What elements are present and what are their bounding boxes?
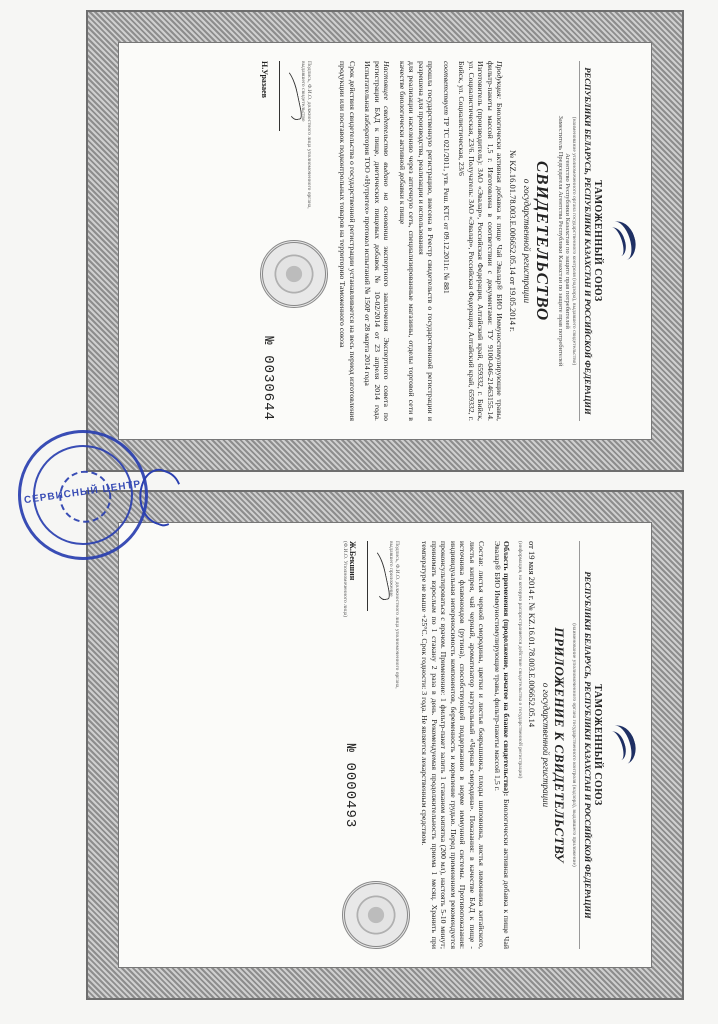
certificate-title: СВИДЕТЕЛЬСТВО [533, 160, 553, 322]
certificate-signer: Н.Уразаев [259, 61, 269, 98]
certificate-usage-note: для реализации населению через аптечную сеть, специализированные магазины, отделы торговой сети в качестве биологически активной добавки к пище [397, 61, 417, 421]
certificate-date: 19.05.2014 г. [508, 286, 519, 332]
certificate-content [121, 45, 649, 437]
appendix-subtitle: о государственной регистрации [541, 682, 552, 808]
appendix-year: 2014 [527, 576, 538, 594]
certificate-serial-label: № [259, 336, 276, 346]
appendix-authority-caption: (наименование уполномоченного органа государственного контроля (надзора), выдавшего приложение) [571, 623, 578, 867]
certificate-product-label: Продукция: [495, 61, 505, 100]
appendix-serial: 0000493 [341, 762, 358, 829]
appendix-signer: Ж.Бекшин [347, 541, 357, 581]
appendix-union-title: ТАМОЖЕННЫЙ СОЮЗ [592, 684, 603, 806]
appendix-signature-icon [367, 541, 388, 611]
appendix-scope-block [492, 541, 511, 949]
appendix-number-label: № [527, 602, 538, 611]
appendix-serial-line [342, 744, 358, 829]
certificate-inner-frame [118, 42, 652, 440]
appendix-number-caption: (информация, на которую распространяется действие свидетельства о государственной регистрации) [517, 541, 524, 779]
appendix-month: мая [527, 561, 538, 575]
appendix-union-members: РЕСПУБЛИКИ БЕЛАРУСЬ, РЕСПУБЛИКИ КАЗАХСТАН И РОССИЙСКОЙ ФЕДЕРАЦИИ [583, 571, 593, 919]
certificate-footer [260, 61, 328, 421]
certificate-number-label: № [508, 150, 519, 159]
certificate-signer-caption: Подпись, Ф.И.О. должностного лица уполномоченного органа, выдавшего свидетельство [299, 61, 312, 209]
customs-union-logo-icon [607, 217, 637, 265]
certificate-union-members: РЕСПУБЛИКИ БЕЛАРУСЬ, РЕСПУБЛИКИ КАЗАХСТАН И РОССИЙСКОЙ ФЕДЕРАЦИИ [583, 67, 593, 415]
appendix-day: 19 [527, 550, 538, 560]
certificate-number-line [508, 61, 518, 421]
appendix-inner-frame [118, 522, 652, 968]
appendix-serial-label: № [341, 743, 358, 754]
appendix-scope-label: Область применения (продолжение, начатое на бланке свидетельства): [502, 541, 512, 797]
appendix-footer [342, 541, 410, 949]
appendix-document [86, 490, 684, 1000]
appendix-year-suffix: г. [527, 595, 538, 601]
certificate-number: KZ.16.01.78.003.E.006652.05.14 [508, 160, 519, 275]
certificate-agency: Агентство Республики Казахстан по защите прав потребителей [564, 153, 572, 329]
appendix-logo-icon [607, 721, 637, 769]
appendix-content [121, 525, 649, 965]
appendix-seal-icon [342, 881, 410, 949]
certificate-document [86, 10, 684, 472]
certificate-compliance-label: соответствует [441, 61, 451, 115]
certificate-signature-icon [279, 61, 300, 131]
certificate-deputy: Заместитель Председателя Агентства Республики Казахстан по защите прав потребителей [556, 115, 564, 367]
certificate-seal-icon [260, 240, 328, 308]
appendix-product: Биологически активная добавка к пище Чай Эвалар® БИО Иммуностимулирующие травы, фильтр-пакеты массой 1,5 г. [492, 541, 512, 949]
appendix-signature-block [342, 541, 400, 691]
certificate-serial-line [260, 336, 276, 421]
certificate-basis-block [363, 61, 392, 421]
appendix-signer-caption: Подпись, Ф.И.О. должностного лица уполномоченного органа, выдавшего приложение [387, 541, 400, 689]
certificate-subtitle: о государственной регистрации [522, 178, 533, 304]
appendix-number-line [527, 541, 537, 949]
certificate-basis: экспертного заключения Экспертного совета по регистрации БАД к пище, диетических пищевых добавок № 10-02/2014 от 23 апреля 2014 года. Испытательная лаборатория ТОО «Нутритех» протокол испытаний № 150Р от 28 марта 2014 года [363, 61, 392, 421]
blue-stamp-text: СЕРВИСНЫЙ ЦЕНТР [23, 478, 142, 507]
certificate-union-title: ТАМОЖЕННЫЙ СОЮЗ [592, 180, 603, 302]
certificate-product-block [457, 61, 505, 421]
certificate-signature-block [260, 61, 312, 211]
certificate-product: Биологически активная добавка к пище Чай Эвалар® БИО Иммуностимулирующие травы, фильтр-пакеты массой 1,5 г. Изготовлена в соответствии с документами: ТУ 9100-046-21463155-14. Изготовитель (производитель): ЗАО «Эвалар», Российская Федерация, Алтайский край, 659332, г. Бийск, ул. Социалистическая, 23/6. Получатель: ЗАО «Эвалар», Российская Федерация, Алтайский край, 659332, г. Бийск, ул. Социалистическая, 23/6 [457, 61, 505, 421]
appendix-title: ПРИЛОЖЕНИЕ К СВИДЕТЕЛЬСТВУ [552, 627, 568, 863]
certificate-basis-label: Настоящее свидетельство выдано на основании [382, 61, 392, 241]
certificate-serial: 0030644 [259, 355, 276, 421]
certificate-validity: Срок действия свидетельства о государственной регистрации устанавливается на весь период изготовления продукции или поставок подконтрольных товаров на территорию Таможенного союза [338, 61, 357, 421]
appendix-composition: Состав: листья черной смородины, цветки и листья боярышника, плоды шиповника, листья лимонника китайского, листья кипрея, чай черный, ароматизатор натуральный «Черная смородина». Показания: в качестве БАД к пище - источника флавоноидов (рутина), способствующей поддержанию в норме иммунной системы. Противопоказания: индивидуальная непереносимость компонентов, беременность и кормление грудью. Перед применением рекомендуется проконсультироваться с врачом. Применение: 1 фильтр-пакет залить 1 стаканом кипятка (200 мл), настоять 5-10 минут; принимать взрослым по 1 стакану 2 раза в день. Рекомендуемая продолжительность приема 1 месяц. Хранить при температуре не выше +25°С. Срок годности: 3 года. Не является лекарственным средством. [420, 541, 487, 949]
appendix-number: KZ.16.01.78.003.E.006652.05.14 [527, 612, 538, 728]
certificate-authority-caption: (наименование уполномоченного органа государственного контроля (надзора), выдавшего свидетельство) [571, 116, 578, 366]
certificate-date-label: от [508, 276, 519, 285]
certificate-compliance-block [441, 61, 451, 421]
appendix-signer-note: (Ф.И.О. Уполномоченного лица) [341, 541, 348, 618]
appendix-date-from: от [527, 541, 538, 549]
certificate-registry-note: прошла государственную регистрацию, внесена в Реестр свидетельств о государственной регистрации и разрешена для производства, реализации и использования [416, 61, 436, 421]
certificate-compliance: ТР ТС 021/2011, утв. Реш. КТС от 09.12.2011г. № 881 [441, 116, 451, 294]
